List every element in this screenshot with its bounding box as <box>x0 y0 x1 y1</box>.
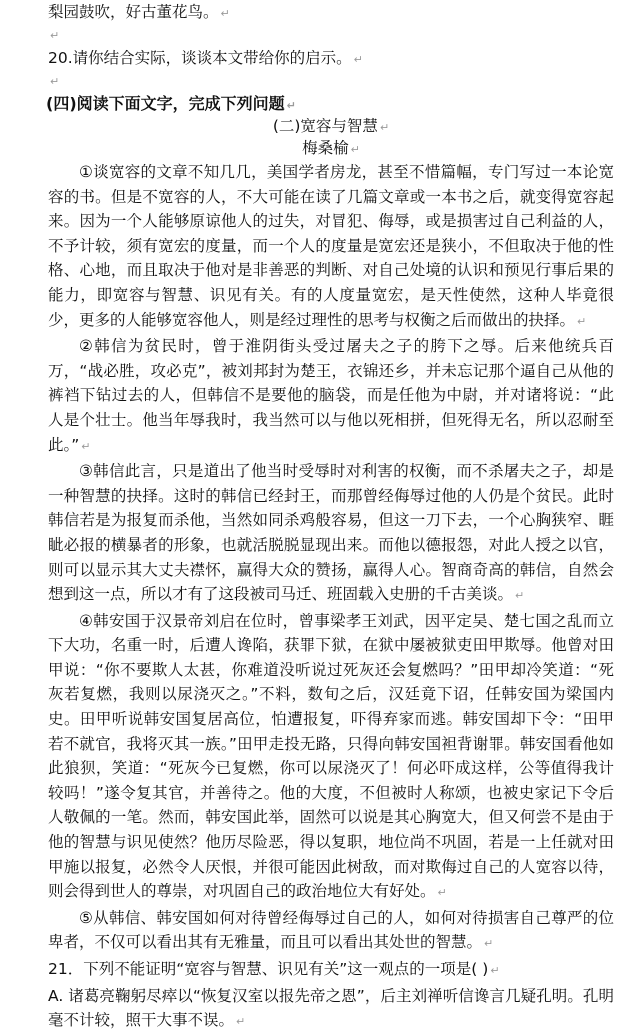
paragraph-mark-icon: ↵ <box>484 937 494 951</box>
previous-text-line: 梨园鼓吹，好古董花鸟。 ↵ <box>48 3 230 21</box>
paragraph-mark-icon: ↵ <box>577 314 587 328</box>
paragraph-mark-icon: ↵ <box>490 964 500 977</box>
paragraph-mark-icon: ↵ <box>220 7 230 20</box>
question-21: 21．下列不能证明“宽容与智慧、识见有关”这一观点的一项是( ) ↵ <box>48 960 500 978</box>
article-author: 梅桑榆 ↵ <box>302 139 360 157</box>
paragraph-mark-icon: ↵ <box>286 99 296 112</box>
paragraph-mark-icon: ↵ <box>350 143 360 156</box>
question-20: 20.请你结合实际，谈谈本文带给你的启示。 ↵ <box>48 49 363 67</box>
paragraph-mark-icon: ↵ <box>81 439 91 453</box>
article-paragraph-3: ③韩信此言，只是道出了他当时受辱时对利害的权衡，而不杀屠夫之子，却是一种智慧的抉择。这时的韩信已经封王，而那曾经侮辱过他的人仍是个贫民。此时韩信若是为报复而杀他，当然如同杀鸡般容易，但这一刀下去，一个心胸狭窄、睚眦必报的横暴者的形象，也就活脱脱显现出来。而他以德报怨，对此人授之以官，则可以显示其大丈夫襟怀，赢得大众的赞扬，赢得人心。智商奇高的韩信，自然会想到这一点，所以才有了这段被司马迁、班固载入史册的千古美谈。 ↵ <box>48 462 614 604</box>
article-title: (二)宽容与智慧 ↵ <box>272 117 390 135</box>
document-page <box>0 2 642 1030</box>
blank-line <box>48 24 614 44</box>
paragraph-mark-icon: ↵ <box>437 886 447 900</box>
paragraph-mark-icon: ↵ <box>515 589 525 603</box>
paragraph-mark-icon: ↵ <box>353 53 363 66</box>
section-heading: (四)阅读下面文字，完成下列问题 ↵ <box>46 94 296 113</box>
paragraph-mark-icon: ↵ <box>236 1015 246 1029</box>
paragraph-mark-icon: ↵ <box>50 29 60 42</box>
article-paragraph-5: ⑤从韩信、韩安国如何对待曾经侮辱过自己的人，如何对待损害自己尊严的位卑者，不仅可以看出其有无雅量，而且可以看出其处世的智慧。 ↵ <box>48 908 614 952</box>
paragraph-mark-icon: ↵ <box>379 121 390 134</box>
paragraph-mark-icon: ↵ <box>50 75 60 88</box>
question-21-option-a: A. 诸葛亮鞠躬尽瘁以“恢复汉室以报先帝之恩”，后主刘禅听信谗言几疑孔明。孔明毫不计较，照干大事不误。 ↵ <box>48 986 614 1030</box>
blank-line <box>48 70 614 90</box>
article-paragraph-4: ④韩安国于汉景帝刘启在位时，曾事梁孝王刘武，因平定吴、楚七国之乱而立下大功，名重一时，后遭人谗陷，获罪下狱，在狱中屡被狱吏田甲欺辱。他曾对田甲说：“你不要欺人太甚，你难道没听说过死灰还会复燃吗？”田甲却冷笑道：“死灰若复燃，我则以尿浇灭之。”不料，数旬之后，汉廷竟下诏，任韩安国为梁国内史。田甲听说韩安国复居高位，怕遭报复，吓得弃家而逃。韩安国却下令：“田甲若不就官，我将灭其一族。”田甲走投无路，只得向韩安国袒背谢罪。韩安国看他如此狼狈，笑道：“死灰今已复燃，你可以尿浇灭了！何必吓成这样，公等值得我计较吗！”遂令复其官，并善待之。他的大度，不但被时人称颂，也被史家记下令后人敬佩的一笔。然而，韩安国此举，固然可以说是其心胸宽大，但又何尝不是由于他的智慧与识见使然？他历尽险恶，得以复职，地位尚不巩固，若是一上任就对田甲施以报复，必然令人厌恨，并很可能因此树敌，而对欺侮过自己的人宽容以待，则会得到世人的尊崇，对巩固自己的政治地位大有好处。 ↵ <box>48 611 614 901</box>
article-paragraph-2: ②韩信为贫民时，曾于淮阴街头受过屠夫之子的胯下之辱。后来他统兵百万，“战必胜，攻必克”，被刘邦封为楚王，衣锦还乡，并未忘记那个逼自己从他的裤裆下钻过去的人，但韩信不是要他的脑袋，而是任他为中尉，并对诸将说：“此人是个壮士。他当年辱我时，我当然可以与他以死相拼，但死得无名，所以忍耐至此。” ↵ <box>48 337 614 454</box>
article-paragraph-1: ①谈宽容的文章不知几几，美国学者房龙，甚至不惜篇幅，专门写过一本论宽容的书。但是不宽容的人，不大可能在读了几篇文章或一本书之后，就变得宽容起来。因为一个人能够原谅他人的过失，对冒犯、侮辱，或是损害过自己利益的人，不予计较，须有宽宏的度量，而一个人的度量是宽宏还是狭小，不但取决于他的性格、心地，而且取决于他对是非善恶的判断、对自己处境的认识和预见行事后果的能力，即宽容与智慧、识见有关。有的人度量宽宏，是天性使然，这种人毕竟很少，更多的人能够宽容他人，则是经过理性的思考与权衡之后而做出的抉择。 ↵ <box>48 163 614 329</box>
